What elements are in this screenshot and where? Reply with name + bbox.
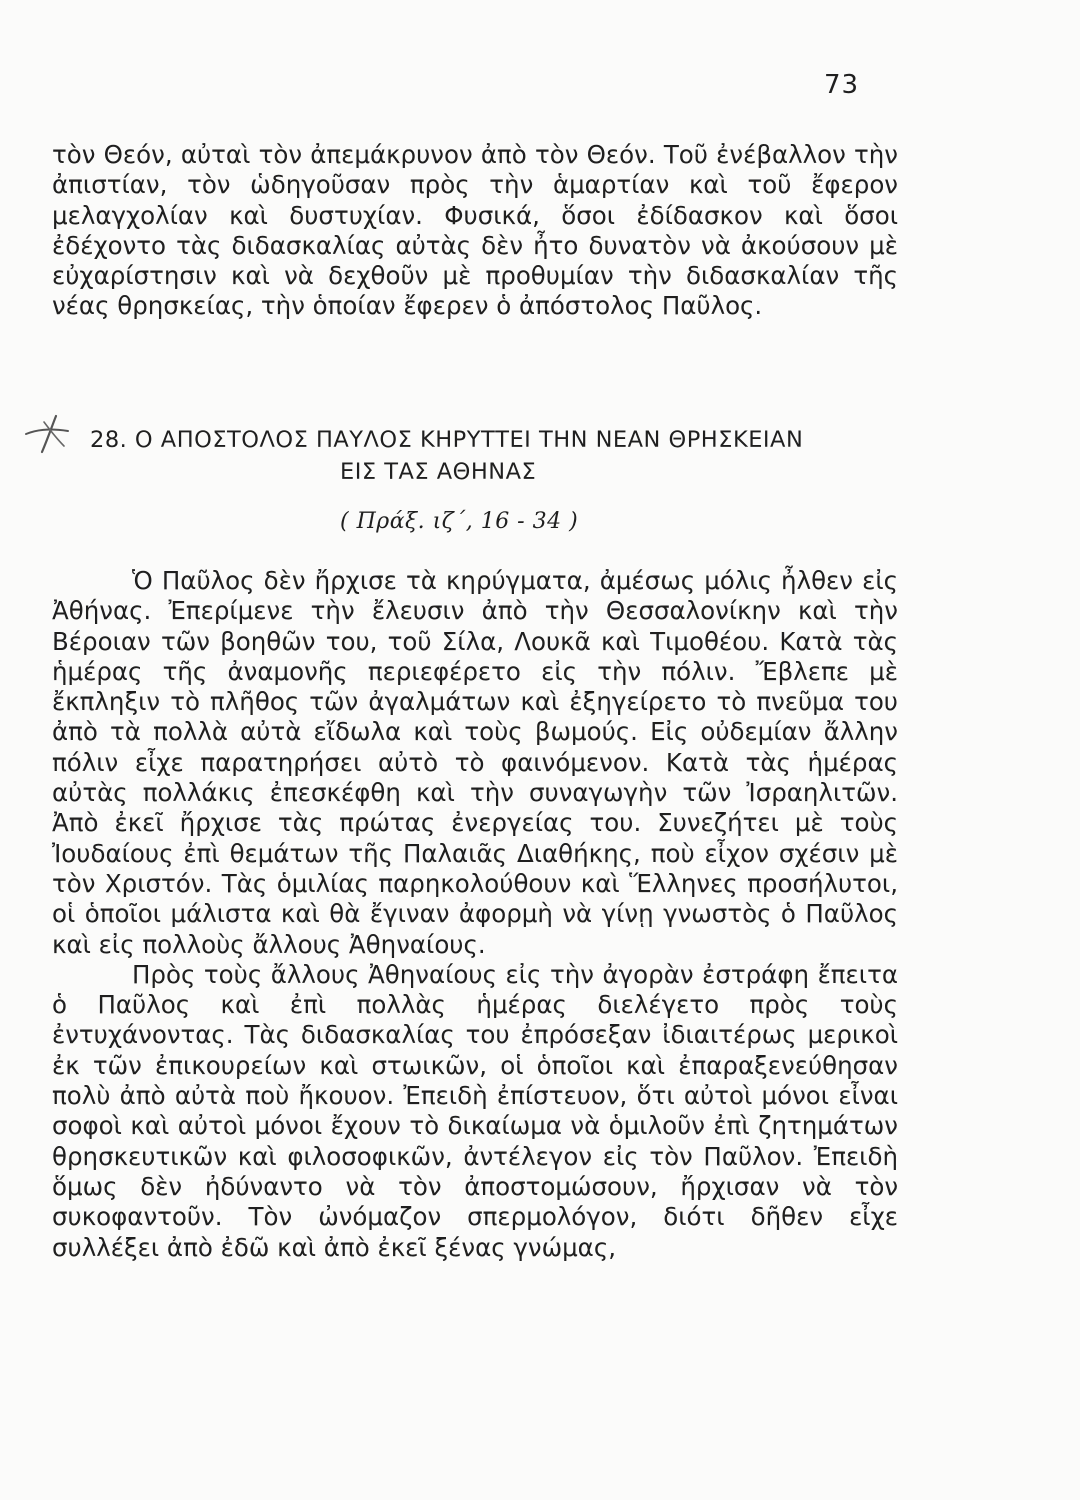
paragraph-text: τὸν Θεόν, αὐταὶ τὸν ἀπεμάκρυνον ἀπὸ τὸν Θεόν. Τοῦ ἐνέβαλλον τὴν ἀπιστίαν, τὸν ὡδηγοῦσαν πρὸς τὴν ἁμαρτίαν καὶ τοῦ ἔφερον μελαγχολίαν καὶ δυστυχίαν. Φυσικά, ὅσοι ἐδίδασκον καὶ ὅσοι ἐδέχοντο τὰς διδασκαλίας αὐτὰς δὲν ἦτο δυνατὸν νὰ ἀκούσουν μὲ εὐχαρίστησιν καὶ νὰ δεχθοῦν μὲ προθυμίαν τὴν διδασκαλίαν τῆς νέας θρησκείας, τὴν ὁποίαν ἔφερεν ὁ ἀπόστολος Παῦλος. xyxy=(52,140,898,321)
paragraph-text: Πρὸς τοὺς ἄλλους Ἀθηναίους εἰς τὴν ἀγορὰν ἐστράφη ἔπειτα ὁ Παῦλος καὶ ἐπὶ πολλὰς ἡμέρας διελέγετο πρὸς τοὺς ἐντυχάνοντας. Τὰς διδασκαλίας του ἐπρόσεξαν ἰδιαιτέρως μερικοὶ ἐκ τῶν ἐπικουρείων καὶ στωικῶν, οἱ ὁποῖοι καὶ ἐπαραξενεύθησαν πολὺ ἀπὸ αὐτὰ ποὺ ἤκουον. Ἐπειδὴ ἐπίστευον, ὅτι αὐτοὶ μόνοι εἶναι σοφοὶ καὶ αὐτοὶ μόνοι ἔχουν τὸ δικαίωμα νὰ ὁμιλοῦν ἐπὶ ζητημάτων θρησκευτικῶν καὶ φιλοσοφικῶν, ἀντέλεγον εἰς τὸν Παῦλον. Ἐπειδὴ ὅμως δὲν ἠδύναντο νὰ τὸν ἀποστομώσουν, ἤρχισαν νὰ τὸν συκοφαντοῦν. Τὸν ὠνόμαζον σπερμολόγον, διότι δῆθεν εἶχε συλλέξει ἀπὸ ἐδῶ καὶ ἀπὸ ἐκεῖ ξένας γνώμας, xyxy=(52,959,898,1262)
paragraph-continuation xyxy=(52,140,898,322)
handwritten-cross-mark-icon xyxy=(22,410,72,456)
scripture-reference: ( Πράξ. ιζ΄, 16 - 34 ) xyxy=(340,509,579,534)
section-body xyxy=(52,566,898,1263)
page-number: 73 xyxy=(824,70,860,100)
heading-line-2: ΕΙΣ ΤΑΣ ΑΘΗΝΑΣ xyxy=(340,459,537,485)
heading-line-1: 28. Ο ΑΠΟΣΤΟΛΟΣ ΠΑΥΛΟΣ ΚΗΡΥΤΤΕΙ ΤΗΝ ΝΕΑΝ ΘΡΗΣΚΕΙΑΝ xyxy=(90,427,804,453)
section-heading xyxy=(90,424,920,488)
paragraph-text: Ὁ Παῦλος δὲν ἤρχισε τὰ κηρύγματα, ἀμέσως μόλις ἦλθεν εἰς Ἀθήνας. Ἐπερίμενε τὴν ἔλευσιν ἀπὸ τὴν Θεσσαλονίκην καὶ τὴν Βέροιαν τῶν βοηθῶν του, τοῦ Σίλα, Λουκᾶ καὶ Τιμοθέου. Κατὰ τὰς ἡμέρας τῆς ἀναμονῆς περιεφέρετο εἰς τὴν πόλιν. Ἔβλεπε μὲ ἔκπληξιν τὸ πλῆθος τῶν ἀγαλμάτων καὶ ἐξηγείρετο τὸ πνεῦμα του ἀπὸ τὰ πολλὰ αὐτὰ εἴδωλα καὶ τοὺς βωμούς. Εἰς οὐδεμίαν ἄλλην πόλιν εἶχε παρατηρήσει αὐτὸ τὸ φαινόμενον. Κατὰ τὰς ἡμέρας αὐτὰς πολλάκις ἐπεσκέφθη καὶ τὴν συναγωγὴν τῶν Ἰσραηλιτῶν. Ἀπὸ ἐκεῖ ἤρχισε τὰς πρώτας ἐνεργείας του. Συνεζήτει μὲ τοὺς Ἰουδαίους ἐπὶ θεμάτων τῆς Παλαιᾶς Διαθήκης, ποὺ εἶχον σχέσιν μὲ τὸν Χριστόν. Τὰς ὁμιλίας παρηκολούθουν καὶ Ἕλληνες προσήλυτοι, οἱ ὁποῖοι μάλιστα καὶ θὰ ἔγιναν ἀφορμὴ νὰ γίνῃ γνωστὸς ὁ Παῦλος καὶ εἰς πολλοὺς ἄλλους Ἀθηναίους. xyxy=(52,566,898,959)
